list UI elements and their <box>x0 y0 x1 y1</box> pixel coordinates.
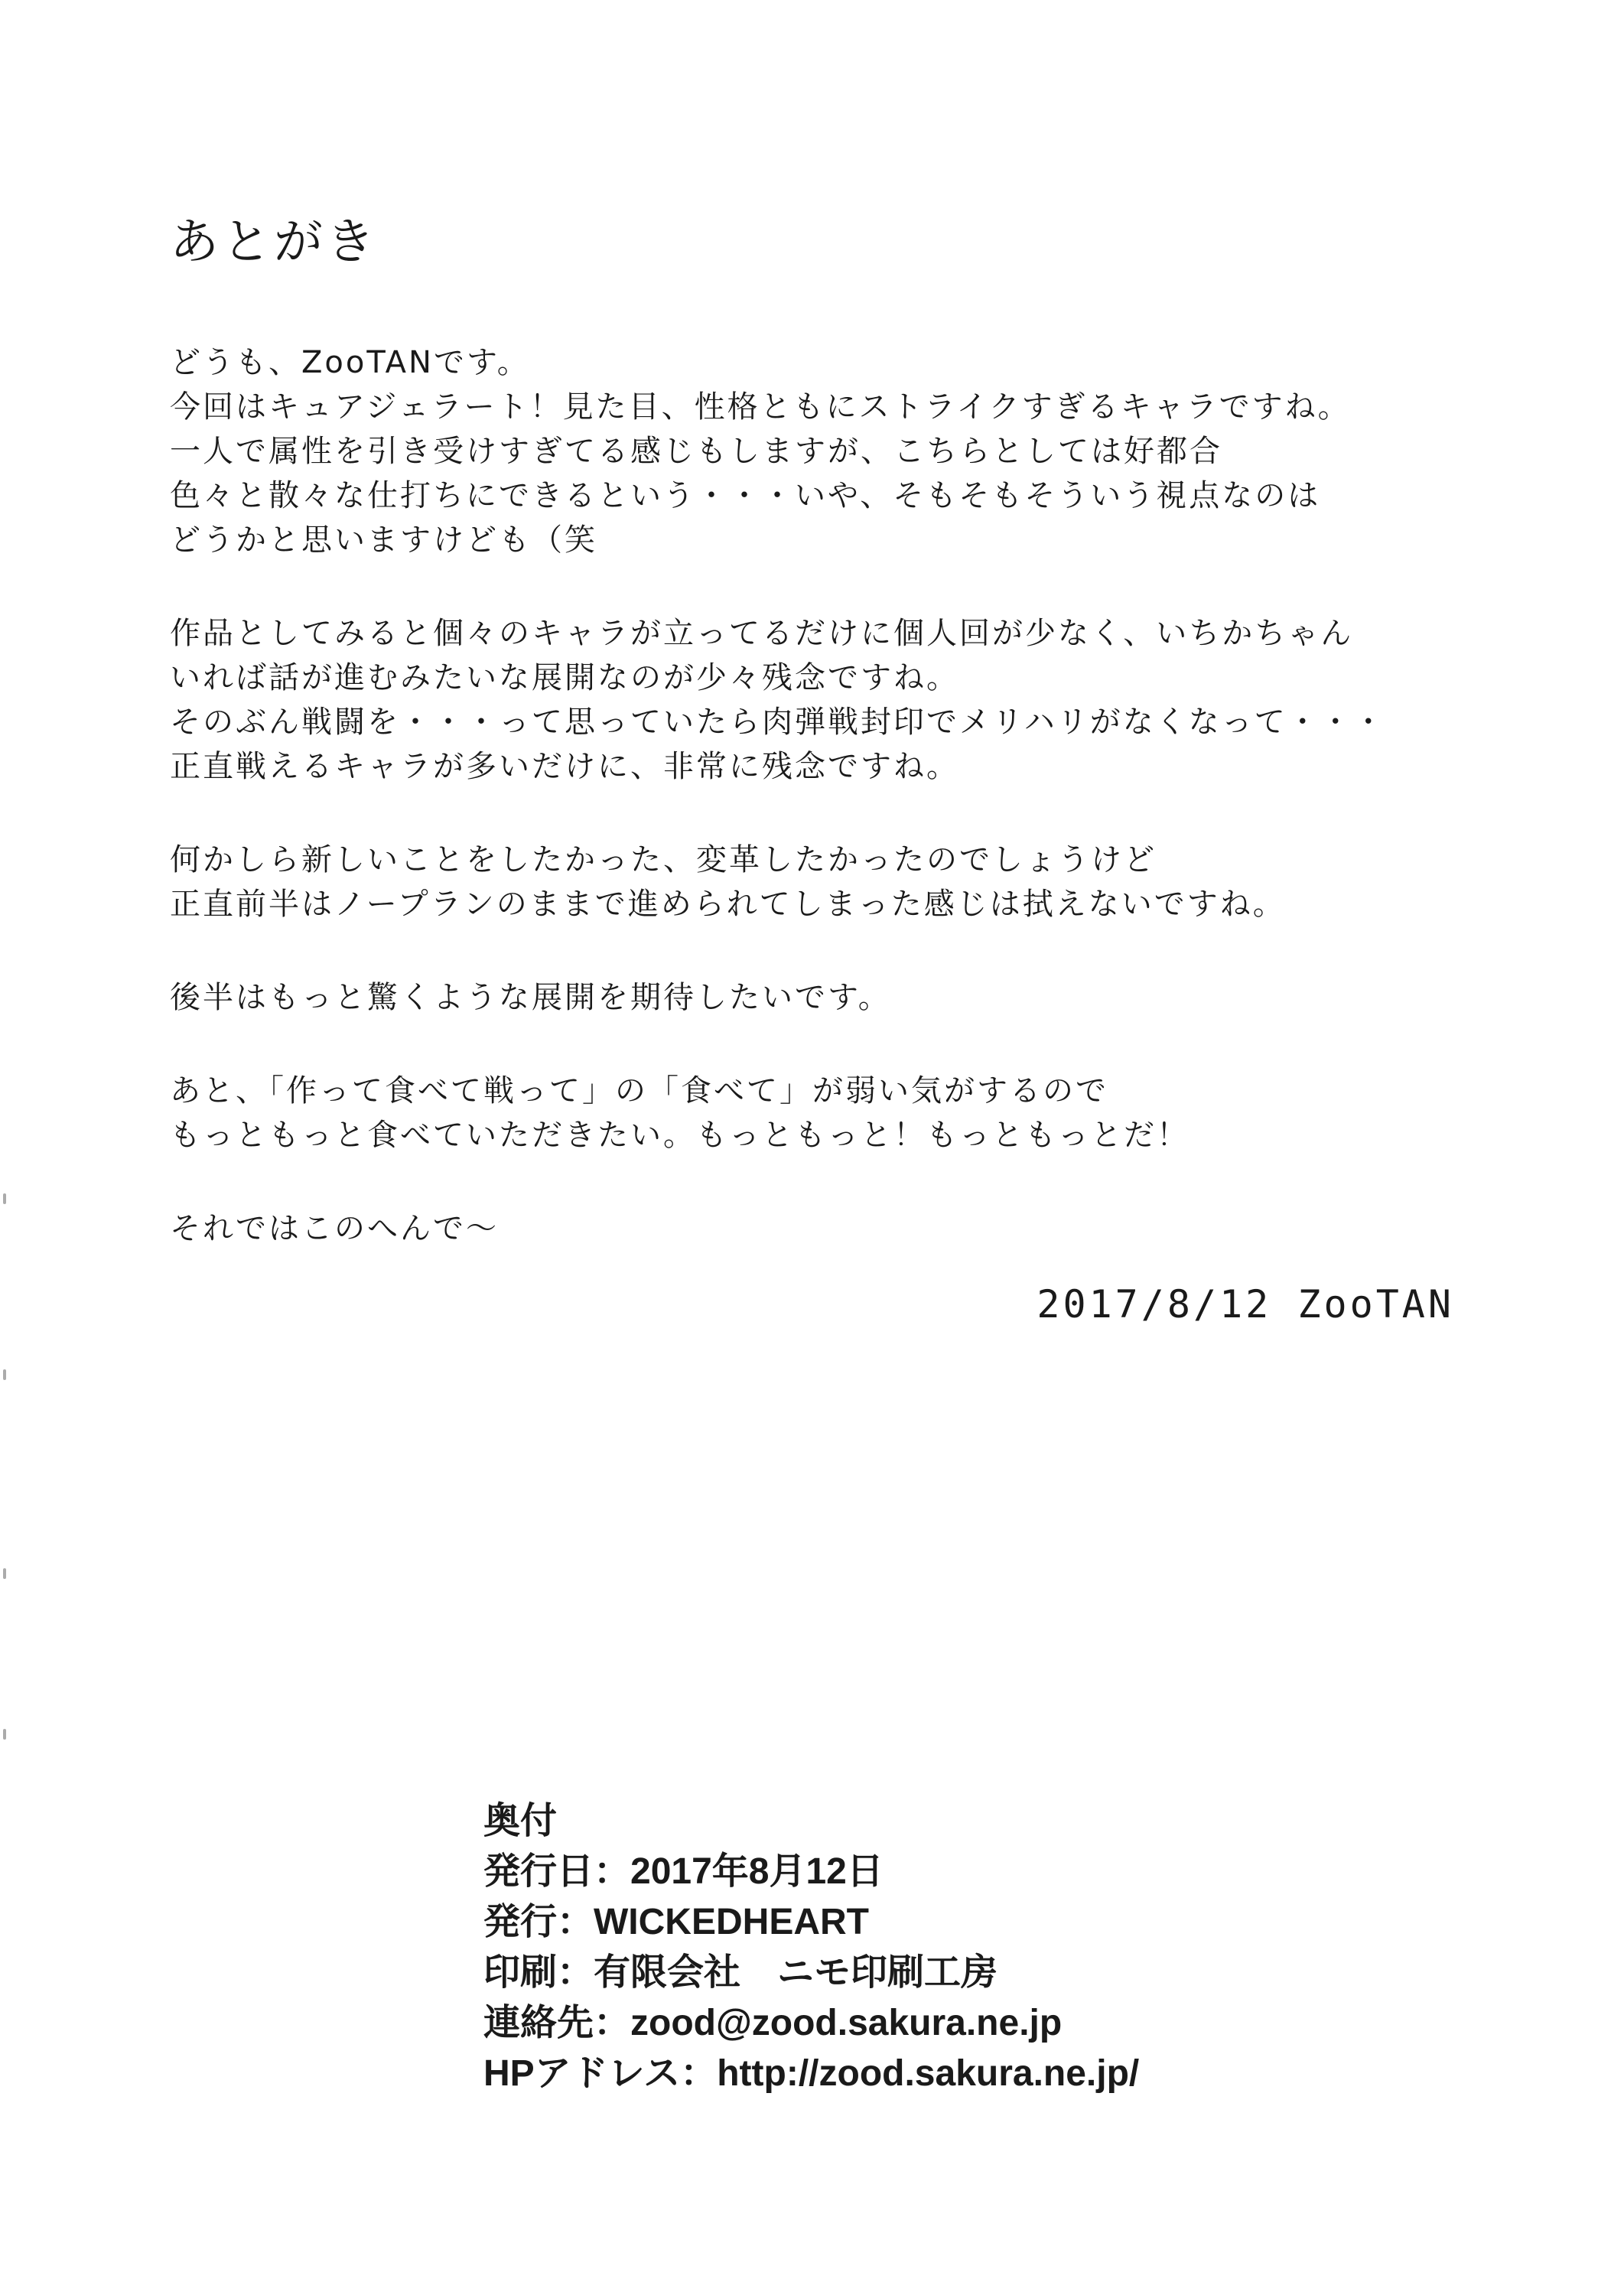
scan-speck <box>3 1193 6 1204</box>
afterword-paragraph <box>170 975 1547 1020</box>
afterword-line: 後半はもっと驚くような展開を期待したいです。 <box>170 980 891 1015</box>
afterword-line: 今回はキュアジェラート！見た目、性格ともにストライクすぎるキャラですね。 <box>170 389 1351 425</box>
colophon-publisher: 発行：WICKEDHEART <box>483 1902 869 1942</box>
afterword-title: あとがき <box>170 214 378 271</box>
afterword-line: もっともっと食べていただきたい。もっともっと！もっともっとだ！ <box>170 1118 1190 1153</box>
afterword-line: あと、「作って食べて戦って」の「食べて」が弱い気がするので <box>170 1073 1108 1108</box>
colophon-contact: 連絡先：zood@zood.sakura.ne.jp <box>483 2003 1063 2043</box>
afterword-line: 正直戦えるキャラが多いだけに、非常に残念ですね。 <box>170 749 959 784</box>
afterword-line: 色々と散々な仕打ちにできるという・・・いや、そもそもそういう視点なのは <box>170 478 1321 513</box>
afterword-line: 一人で属性を引き受けすぎてる感じもしますが、こちらとしては好都合 <box>170 434 1222 469</box>
afterword-paragraph <box>170 611 1547 789</box>
afterword-line: そのぶん戦闘を・・・って思っていたら肉弾戦封印でメリハリがなくなって・・・ <box>170 705 1386 740</box>
afterword-paragraph <box>170 1206 1547 1251</box>
scan-speck <box>3 1369 6 1380</box>
afterword-line: それではこのへんで～ <box>170 1211 499 1246</box>
afterword-line: どうかと思いますけども（笑 <box>170 522 597 558</box>
afterword-line: 正直前半はノープランのままで進められてしまった感じは拭えないですね。 <box>170 887 1286 922</box>
afterword-line: いれば話が進むみたいな展開なのが少々残念ですね。 <box>170 660 959 695</box>
scan-speck <box>3 1568 6 1579</box>
colophon-section <box>483 1796 1478 2099</box>
colophon-homepage: HPアドレス：http://zood.sakura.ne.jp/ <box>483 2053 1140 2094</box>
afterword-line: 作品としてみると個々のキャラが立ってるだけに個人回が少なく、いちかちゃん <box>170 616 1354 651</box>
afterword-paragraph <box>170 838 1547 926</box>
colophon-printer: 印刷：有限会社 ニモ印刷工房 <box>483 1952 998 1993</box>
afterword-paragraph <box>170 1069 1547 1157</box>
afterword-signature: 2017/8/12 ZooTAN <box>1037 1282 1454 1327</box>
colophon-title: 奥付 <box>483 1801 558 1841</box>
afterword-section <box>170 214 1547 1300</box>
afterword-line: どうも、ZooTANです。 <box>170 345 530 380</box>
afterword-paragraph <box>170 340 1547 562</box>
scan-speck <box>3 1729 6 1740</box>
afterword-line: 何かしら新しいことをしたかった、変革したかったのでしょうけど <box>170 842 1157 877</box>
colophon-publish-date: 発行日：2017年8月12日 <box>483 1851 884 1892</box>
